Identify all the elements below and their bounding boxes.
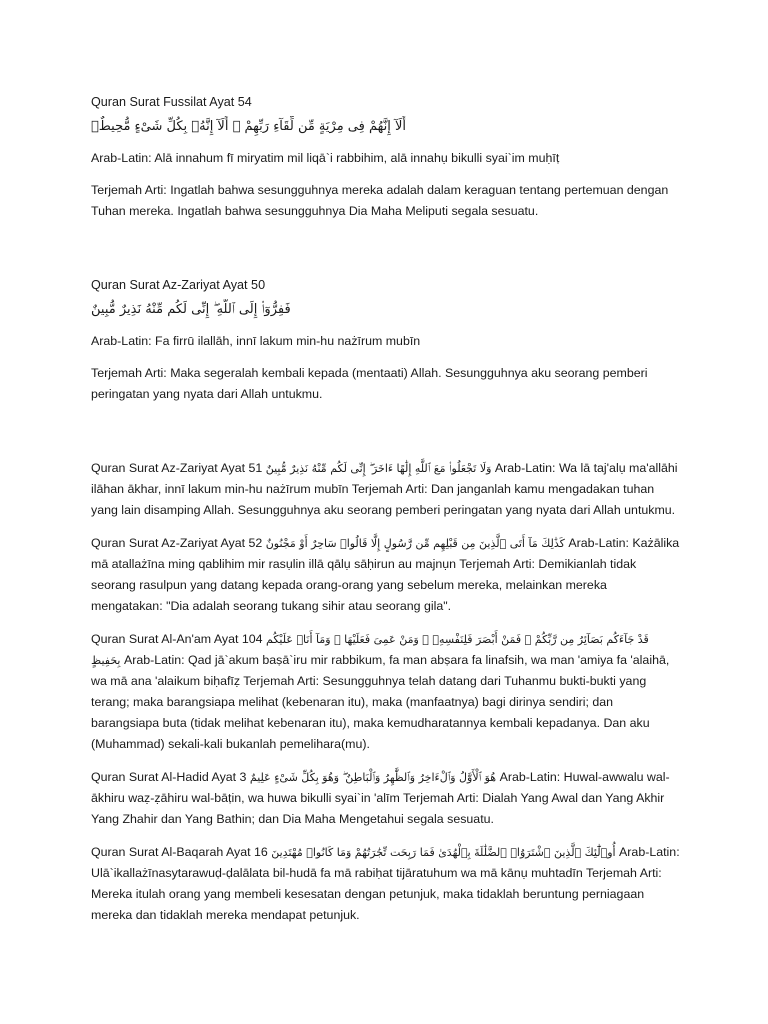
verse-heading: Quran Surat Az-Zariyat Ayat 50 <box>91 278 266 292</box>
verse-inline-block <box>91 842 681 926</box>
arabic-verse: هُوَ ٱلْأَوَّلُ وَٱلْءَاخِرُ وَٱلظَّٰهِرُ وَٱلْبَاطِنُ ۖ وَهُوَ بِكُلِّ شَىْءٍ عَلِيمٌ <box>249 771 497 784</box>
translation-text: Terjemah Arti: Ingatlah bahwa sesungguhnya mereka adalah dalam keraguan tentang pertemuan dengan Tuhan mereka. Ingatlah bahwa sesungguhnya Dia Maha Meliputi segala sesuatu. <box>91 183 669 218</box>
verse-body: Arab-Latin: Każālika mā atallażīna ming qablihim mir rasụlin illā qālụ sāḥirun au majnụn Terjemah Arti: Demikianlah tidak seorang rasulpun yang datang kepada orang-orang yang sebelum mereka, melainkan mereka mengatakan: "Dia adalah seorang tukang sihir atau seorang gila". <box>91 536 680 613</box>
verse-heading: Quran Surat Az-Zariyat Ayat 51 <box>91 461 263 475</box>
verse-inline-block <box>91 767 681 830</box>
spacer <box>91 416 681 458</box>
arabic-verse: وَلَا تَجْعَلُوا۟ مَعَ ٱللَّهِ إِلَٰهًا ءَاخَرَ ۖ إِنِّى لَكُم مِّنْهُ نَذِيرٌ مُّبِينٌ <box>265 462 492 475</box>
verse-heading: Quran Surat Fussilat Ayat 54 <box>91 95 252 109</box>
translation-text: Terjemah Arti: Maka segeralah kembali kepada (mentaati) Allah. Sesungguhnya aku seorang pemberi peringatan yang nyata dari Allah untukmu. <box>91 366 648 401</box>
arabic-verse: قَدْ جَآءَكُم بَصَآئِرُ مِن رَّبِّكُمْ ۖ فَمَنْ أَبْصَرَ فَلِنَفْسِهِۦ ۖ وَمَنْ عَمِىَ فَعَلَيْهَا ۚ وَمَآ أَنَا۠ عَلَيْكُم بِحَفِيظٍ <box>91 633 649 667</box>
verse-inline-block <box>91 458 681 521</box>
verse-heading: Quran Surat Al-Hadid Ayat 3 <box>91 770 247 784</box>
verse-heading: Quran Surat Al-An'am Ayat 104 <box>91 632 263 646</box>
arabic-verse: أُو۟لَٰٓئِكَ ٱلَّذِينَ ٱشْتَرَوُا۟ ٱلضَّلَٰلَةَ بِٱلْهُدَىٰ فَمَا رَبِحَت تِّجَٰرَتُهُمْ وَمَا كَانُوا۟ مُهْتَدِينَ <box>271 846 616 859</box>
verse-body: Arab-Latin: Qad jā`akum baṣā`iru mir rabbikum, fa man abṣara fa linafsih, wa man 'amiya fa 'alaihā, wa mā ana 'alaikum biḥafīẓ Terjemah Arti: Sesungguhnya telah datang dari Tuhanmu bukti-bukti yang terang; maka barangsiapa melihat (kebenaran itu), maka (manfaatnya) bagi dirinya sendiri; dan barangsiapa buta (tidak melihat kebenaran itu), maka kemudharatannya kembali kepadanya. Dan aku (Muhammad) sekali-kali bukanlah pemelihara(mu). <box>91 653 670 751</box>
verse-body: Arab-Latin: Ulā`ikallażīnasytarawuḍ-ḍalālata bil-hudā fa mā rabiḥat tijāratuhum wa mā kānụ muhtadīn Terjemah Arti: Mereka itulah orang yang membeli kesesatan dengan petunjuk, maka tidaklah beruntung perniagaan mereka dan tidaklah mereka mendapat petunjuk. <box>91 845 680 922</box>
verse-section <box>91 275 681 405</box>
arabic-verse: أَلَآ إِنَّهُمْ فِى مِرْيَةٍ مِّن لِّقَآءِ رَبِّهِمْ ۗ أَلَآ إِنَّهُۥ بِكُلِّ شَىْءٍ مُّحِيطٌۢ <box>91 119 407 134</box>
verse-body: Arab-Latin: Wa lā taj'alụ ma'allāhi ilāhan ākhar, innī lakum min-hu nażīrum mubīn Terjemah Arti: Dan janganlah kamu mengadakan tuhan yang lain disamping Allah. Sesungguhnya aku seorang pemberi peringatan yang nyata dari Allah untukmu. <box>91 461 678 517</box>
verse-body: Arab-Latin: Huwal-awwalu wal-ākhiru waẓ-ẓāhiru wal-bāṭin, wa huwa bikulli syai`in 'alīm Terjemah Arti: Dialah Yang Awal dan Yang Akhir Yang Zhahir dan Yang Bathin; dan Dia Maha Mengetahui segala sesuatu. <box>91 770 670 826</box>
spacer <box>91 233 681 275</box>
verse-inline-block <box>91 533 681 617</box>
latin-transliteration: Arab-Latin: Fa firrū ilallāh, innī lakum min-hu nażīrum mubīn <box>91 334 421 348</box>
arabic-verse: كَذَٰلِكَ مَآ أَتَى ٱلَّذِينَ مِن قَبْلِهِم مِّن رَّسُولٍ إِلَّا قَالُوا۟ سَاحِرٌ أَوْ مَجْنُونٌ <box>265 537 565 550</box>
document-page <box>91 92 681 938</box>
latin-transliteration: Arab-Latin: Alā innahum fī miryatim mil liqā`i rabbihim, alā innahụ bikulli syai`im muḥīṭ <box>91 151 560 165</box>
arabic-verse: فَفِرُّوٓا۟ إِلَى ٱللَّهِ ۖ إِنِّى لَكُم مِّنْهُ نَذِيرٌ مُّبِينٌ <box>91 302 291 317</box>
verse-section <box>91 92 681 222</box>
verse-inline-block <box>91 629 681 755</box>
verse-heading: Quran Surat Az-Zariyat Ayat 52 <box>91 536 263 550</box>
verse-heading: Quran Surat Al-Baqarah Ayat 16 <box>91 845 268 859</box>
